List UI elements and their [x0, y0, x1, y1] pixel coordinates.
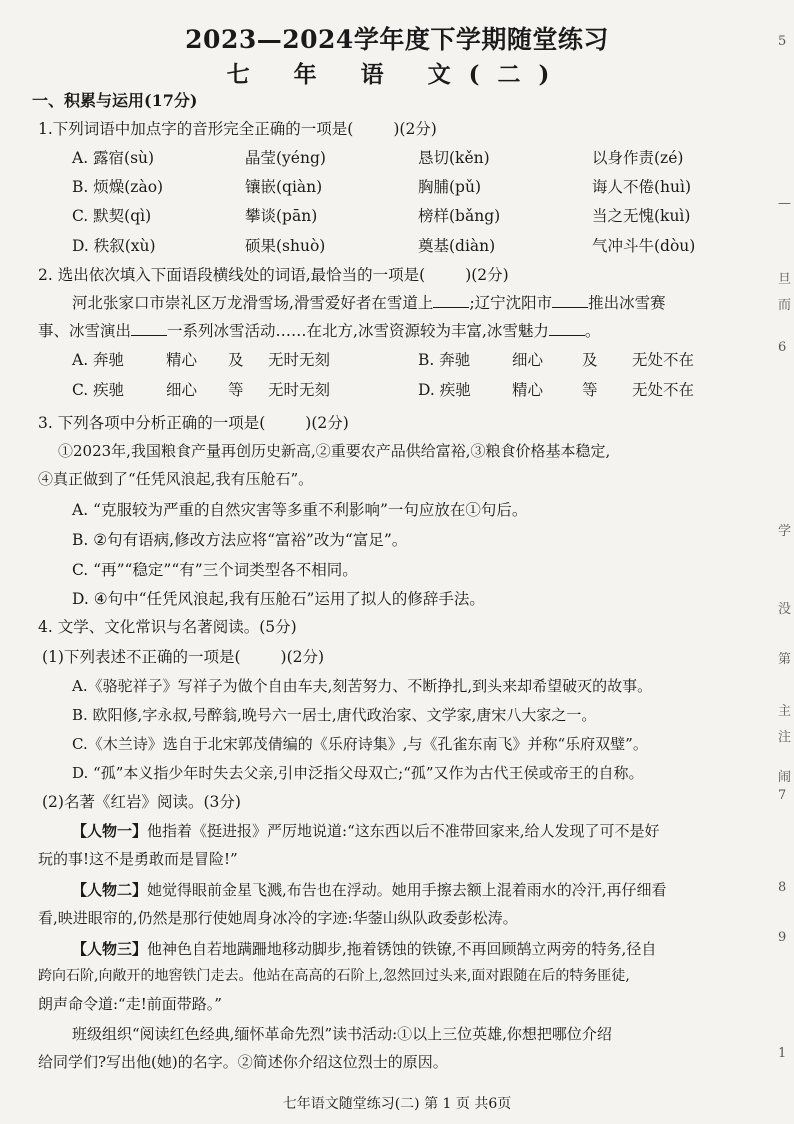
- edge-char: 闹: [778, 770, 792, 785]
- fill-blank: [552, 293, 588, 308]
- q1-option: 奠基(diàn): [418, 237, 496, 255]
- q2-option: A. 奔驰: [72, 351, 125, 369]
- q2-option: 及: [582, 351, 598, 369]
- page-footer: 七年语文随堂练习(二) 第 1 页 共6页: [282, 1096, 512, 1112]
- character-3-line-3: 朗声命令道:“走!前面带路。”: [38, 995, 222, 1013]
- q1-option: A. 露宿(sù): [72, 149, 155, 167]
- q3-passage-line-1: ①2023年,我国粮食产量再创历史新高,②重要农产品供给富裕,③粮食价格基本稳定,: [58, 442, 611, 460]
- edge-char: 6: [778, 340, 787, 355]
- q1-option: 攀谈(pān): [245, 207, 318, 225]
- q2-option: 无时无刻: [268, 381, 331, 399]
- q2-passage-line-1: 河北张家口市崇礼区万龙滑雪场,滑雪爱好者在雪道上 ;辽宁沈阳市 推出冰雪赛: [72, 294, 666, 312]
- q3-option-a: A. “克服较为严重的自然灾害等多重不利影响”一句应放在①句后。: [72, 501, 528, 519]
- q2-option: 精心: [166, 351, 198, 369]
- q2-option: 等: [582, 381, 598, 399]
- section-1-heading: 一、积累与运用(17分): [32, 91, 198, 110]
- q2-option: C. 疾驰: [72, 381, 125, 399]
- edge-char: 7: [778, 788, 787, 803]
- fill-blank: [433, 293, 469, 308]
- q2-option: 无处不在: [632, 381, 695, 399]
- edge-char: 旦: [778, 272, 792, 287]
- q4-sub2-stem: (2)名著《红岩》阅读。(3分): [42, 793, 241, 811]
- q1-option: 恳切(kěn): [418, 149, 490, 167]
- q3-option-d: D. ④句中“任凭风浪起,我有压舱石”运用了拟人的修辞手法。: [72, 590, 485, 608]
- q1-option: C. 默契(qì): [72, 207, 152, 225]
- q2-stem: 2. 选出依次填入下面语段横线处的词语,最恰当的一项是( )(2分): [38, 266, 509, 284]
- q4-option-d: D. “孤”本义指少年时失去父亲,引申泛指父母双亡;“孤”又作为古代王侯或帝王的自称。: [72, 764, 644, 782]
- character-2-line-1: 【人物二】她觉得眼前金星飞溅,布告也在浮动。她用手擦去额上混着雨水的冷汗,再仔细看: [72, 881, 667, 899]
- fill-blank: [549, 321, 585, 336]
- q3-option-c: C. “再”“稳定”“有”三个词类型各不相同。: [72, 561, 358, 579]
- q1-option: 镶嵌(qiàn): [245, 178, 323, 196]
- character-3-line-1: 【人物三】他神色自若地蹒跚地移动脚步,拖着锈蚀的铁镣,不再回顾鹄立两旁的特务,径自: [72, 940, 657, 958]
- q4-option-c: C.《木兰诗》选自于北宋郭茂倩编的《乐府诗集》,与《孔雀东南飞》并称“乐府双璧”。: [72, 735, 648, 753]
- edge-char: 1: [778, 1046, 787, 1061]
- q4-option-a: A.《骆驼祥子》写祥子为做个自由车夫,刻苦努力、不断挣扎,到头来却希望破灭的故事。: [72, 677, 653, 695]
- edge-char: 主: [778, 704, 792, 719]
- fill-blank: [131, 321, 167, 336]
- character-3-line-2: 跨向石阶,向敞开的地窖铁门走去。他站在高高的石阶上,忽然回过头来,面对跟随在后的特务匪徒,: [38, 968, 630, 984]
- edge-char: 而: [778, 298, 792, 313]
- edge-char: 没: [778, 602, 792, 617]
- q2-option: 无处不在: [632, 351, 695, 369]
- q1-stem: 1.下列词语中加点字的音形完全正确的一项是( )(2分): [38, 120, 437, 138]
- q2-option: B. 奔驰: [418, 351, 471, 369]
- q4-option-b: B. 欧阳修,字永叔,号醉翁,晚号六一居士,唐代政治家、文学家,唐宋八大家之一。: [72, 706, 597, 724]
- character-2-line-2: 看,映进眼帘的,仍然是那行使她周身冰冷的字迹:华蓥山纵队政委彭松涛。: [38, 909, 518, 927]
- q3-passage-line-2: ④真正做到了“任凭风浪起,我有压舱石”。: [38, 470, 314, 488]
- q3-option-b: B. ②句有语病,修改方法应将“富裕”改为“富足”。: [72, 531, 408, 549]
- q1-option: B. 烦燥(zào): [72, 178, 164, 196]
- q1-option: 胸脯(pǔ): [418, 178, 481, 196]
- q2-option: 细心: [166, 381, 198, 399]
- activity-task-line-1: 班级组织“阅读红色经典,缅怀革命先烈”读书活动:①以上三位英雄,你想把哪位介绍: [72, 1025, 612, 1043]
- q1-option: 诲人不倦(huì): [592, 178, 692, 196]
- character-1-line-2: 玩的事!这不是勇敢而是冒险!”: [38, 850, 238, 868]
- q2-option: D. 疾驰: [418, 381, 471, 399]
- edge-char: 8: [778, 880, 787, 895]
- q4-sub1-stem: (1)下列表述不正确的一项是( )(2分): [42, 648, 325, 666]
- q4-stem: 4. 文学、文化常识与名著阅读。(5分): [38, 618, 297, 636]
- character-1-line-1: 【人物一】他指着《挺进报》严厉地说道:“这东西以后不准带回家来,给人发现了可不是好: [72, 822, 660, 840]
- q1-option: 当之无愧(kuì): [592, 207, 691, 225]
- q1-option: D. 秩叙(xù): [72, 237, 156, 255]
- edge-char: 第: [778, 652, 792, 667]
- q2-passage-line-2: 事、冰雪演出 一系列冰雪活动……在北方,冰雪资源较为丰富,冰雪魅力 。: [38, 322, 601, 340]
- q1-option: 气冲斗牛(dòu): [592, 237, 696, 255]
- edge-char: 学: [778, 524, 792, 539]
- q1-option: 硕果(shuò): [245, 237, 326, 255]
- q2-option: 及: [228, 351, 244, 369]
- q2-option: 细心: [512, 351, 544, 369]
- q1-option: 榜样(bǎng): [418, 207, 501, 225]
- q2-option: 等: [228, 381, 244, 399]
- q1-option: 晶莹(yéng): [245, 149, 326, 167]
- q3-stem: 3. 下列各项中分析正确的一项是( )(2分): [38, 414, 349, 432]
- edge-char: 5: [778, 34, 787, 49]
- edge-char: —: [778, 196, 791, 211]
- exam-title: 2023—2024学年度下学期随堂练习: [185, 25, 609, 54]
- q2-option: 无时无刻: [268, 351, 331, 369]
- q2-option: 精心: [512, 381, 544, 399]
- activity-task-line-2: 给同学们?写出他(她)的名字。②简述你介绍这位烈士的原因。: [38, 1053, 448, 1071]
- exam-subtitle: 七 年 语 文(二): [226, 61, 568, 88]
- edge-char: 注: [778, 730, 792, 745]
- q1-option: 以身作责(zé): [592, 149, 684, 167]
- edge-char: 9: [778, 930, 787, 945]
